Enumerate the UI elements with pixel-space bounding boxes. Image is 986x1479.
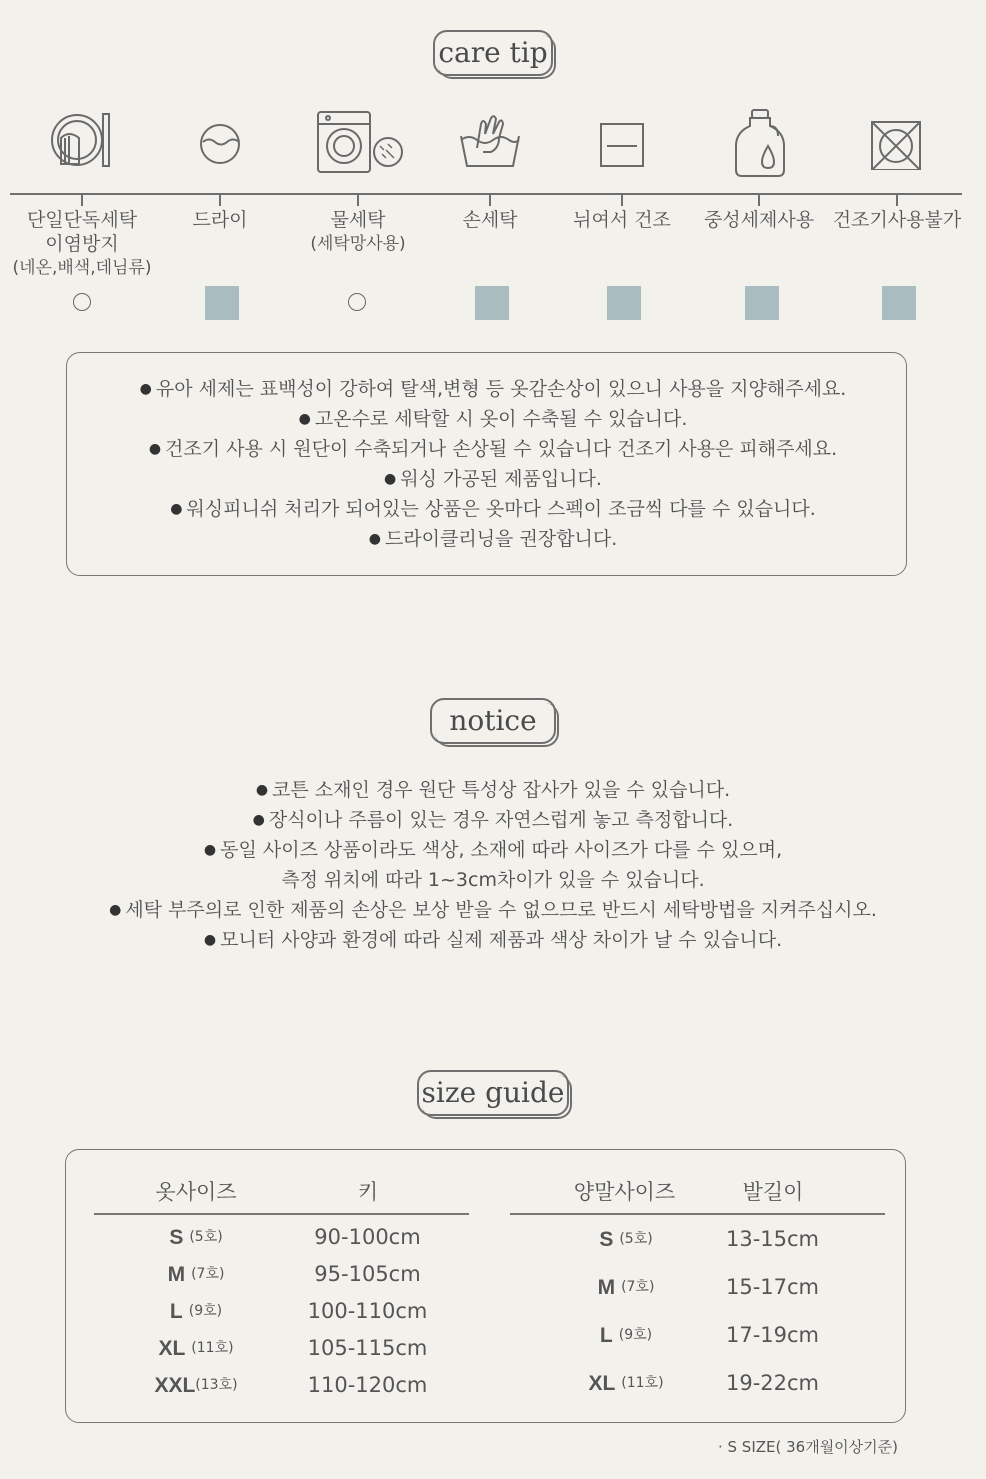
care-mark-square bbox=[205, 286, 239, 320]
care-label-line: 드라이 bbox=[192, 209, 248, 231]
care-label-line: 뉘여서 건조 bbox=[573, 209, 671, 231]
socks-size-cell: M (7호) bbox=[597, 1276, 655, 1299]
care-label-water-wash bbox=[283, 208, 433, 256]
socks-size-cell: S (5호) bbox=[599, 1228, 653, 1251]
notice-line: ● 모니터 사양과 환경에 따라 실제 제품과 색상 차이가 날 수 있습니다. bbox=[203, 929, 783, 951]
care-tick bbox=[758, 195, 760, 206]
socks-size-cell: XL (11호) bbox=[588, 1372, 664, 1395]
size-footnote: · S SIZE( 36개월이상기준) bbox=[717, 1438, 898, 1456]
care-mark-circle bbox=[348, 293, 366, 311]
care-tip-title: care tip bbox=[433, 30, 553, 76]
dry-clean-icon bbox=[160, 108, 280, 190]
foot-length-value: 13-15cm bbox=[725, 1227, 820, 1251]
care-label-line: 물세탁 bbox=[330, 209, 386, 231]
detergent-bottle-icon bbox=[700, 108, 820, 190]
socks-size-cell: L (9호) bbox=[599, 1324, 653, 1347]
height-value: 95-105cm bbox=[314, 1262, 421, 1286]
care-mark-square bbox=[882, 286, 916, 320]
care-label-no-dryer bbox=[822, 208, 972, 232]
foot-length-value: 19-22cm bbox=[725, 1371, 820, 1395]
care-label-line: (세탁망사용) bbox=[310, 234, 406, 254]
clothes-size-cell: S (5호) bbox=[169, 1226, 223, 1249]
care-tick bbox=[81, 195, 83, 206]
care-tick bbox=[489, 195, 491, 206]
care-mark-square bbox=[745, 286, 779, 320]
height-value: 105-115cm bbox=[307, 1336, 428, 1360]
height-value: 100-110cm bbox=[307, 1299, 428, 1323]
care-tick bbox=[219, 195, 221, 206]
clothes-size-cell: M (7호) bbox=[167, 1263, 225, 1286]
care-notes-list bbox=[0, 374, 986, 554]
notice-line: ● 장식이나 주름이 있는 경우 자연스럽게 놓고 측정합니다. bbox=[252, 809, 734, 831]
care-label-line: 단일단독세탁 bbox=[26, 209, 138, 231]
foot-length-header: 발길이 bbox=[742, 1180, 804, 1204]
care-label-line: 건조기사용불가 bbox=[832, 209, 962, 231]
notice-line: ● 세탁 부주의로 인한 제품의 손상은 보상 받을 수 없으므로 반드시 세탁방법을 지켜주십시오. bbox=[109, 899, 877, 921]
care-label-flat-dry bbox=[547, 208, 697, 232]
care-mark-square bbox=[607, 286, 641, 320]
care-note: ● 드라이클리닝을 권장합니다. bbox=[368, 528, 618, 550]
care-divider-line bbox=[10, 193, 962, 195]
height-value: 110-120cm bbox=[307, 1373, 428, 1397]
care-label-neutral-detergent bbox=[684, 208, 834, 232]
care-tick bbox=[621, 195, 623, 206]
notice-title: notice bbox=[430, 698, 556, 744]
notice-list bbox=[0, 775, 986, 955]
height-value: 90-100cm bbox=[314, 1225, 421, 1249]
care-label-line: 손세탁 bbox=[462, 209, 518, 231]
notice-line: ● 동일 사이즈 상품이라도 색상, 소재에 따라 사이즈가 다를 수 있으며, bbox=[203, 839, 783, 861]
separate-wash-icon bbox=[22, 108, 142, 190]
care-tick bbox=[357, 195, 359, 206]
size-guide-title: size guide bbox=[417, 1070, 569, 1116]
foot-length-value: 17-19cm bbox=[725, 1323, 820, 1347]
hand-wash-icon bbox=[430, 108, 550, 190]
clothes-size-header: 옷사이즈 bbox=[155, 1180, 237, 1204]
socks-size-header: 양말사이즈 bbox=[573, 1180, 676, 1204]
clothes-header-rule bbox=[94, 1213, 469, 1215]
care-label-dry bbox=[145, 208, 295, 232]
clothes-size-cell: L (9호) bbox=[169, 1300, 223, 1323]
care-note: ● 유아 세제는 표백성이 강하여 탈색,변형 등 옷감손상이 있으니 사용을 지양해주세요. bbox=[139, 378, 847, 400]
care-label-separate-wash bbox=[7, 208, 157, 280]
care-mark-square bbox=[475, 286, 509, 320]
care-label-hand-wash bbox=[415, 208, 565, 232]
clothes-size-cell: XXL(13호) bbox=[154, 1374, 238, 1397]
no-tumble-dry-icon bbox=[836, 108, 956, 190]
care-label-line: 중성세제사용 bbox=[703, 209, 815, 231]
washing-machine-icon bbox=[298, 108, 418, 190]
care-mark-circle bbox=[73, 293, 91, 311]
care-label-line: 이염방지 bbox=[45, 233, 119, 255]
care-note: ● 고온수로 세탁할 시 옷이 수축될 수 있습니다. bbox=[298, 408, 688, 430]
care-note: ● 워싱 가공된 제품입니다. bbox=[384, 468, 602, 490]
care-label-line: (네온,배색,데님류) bbox=[12, 258, 152, 278]
height-header: 키 bbox=[357, 1180, 379, 1204]
foot-length-value: 15-17cm bbox=[725, 1275, 820, 1299]
care-icons-row bbox=[0, 100, 986, 200]
care-note: ● 워싱피니쉬 처리가 되어있는 상품은 옷마다 스펙이 조금씩 다를 수 있습니다. bbox=[170, 498, 816, 520]
care-note: ● 건조기 사용 시 원단이 수축되거나 손상될 수 있습니다 건조기 사용은 피해주세요. bbox=[148, 438, 838, 460]
clothes-size-cell: XL (11호) bbox=[158, 1337, 234, 1360]
flat-dry-icon bbox=[562, 108, 682, 190]
notice-line: ● 코튼 소재인 경우 원단 특성상 잡사가 있을 수 있습니다. bbox=[255, 779, 731, 801]
notice-line: 측정 위치에 따라 1~3cm차이가 있을 수 있습니다. bbox=[281, 869, 705, 891]
socks-header-rule bbox=[510, 1213, 885, 1215]
care-tick bbox=[896, 195, 898, 206]
